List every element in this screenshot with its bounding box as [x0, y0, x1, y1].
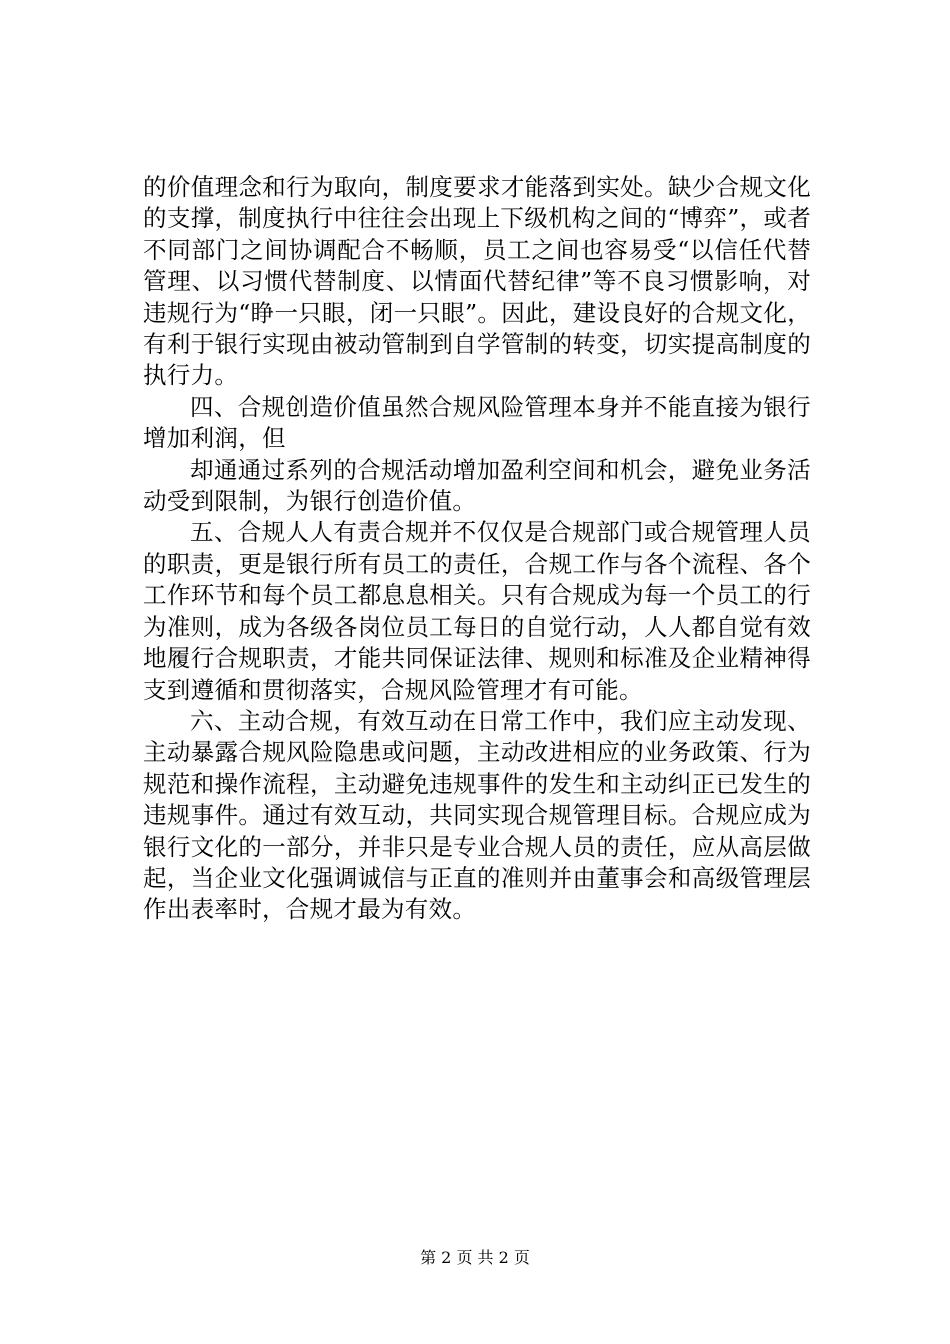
- paragraph-continuation: 的价值理念和行为取向，制度要求才能落到实处。缺少合规文化的支撑，制度执行中往往会出现上下级机构之间的“博弈”，或者不同部门之间协调配合不畅顺，员工之间也容易受“以信任代替管理、以习惯代替制度、以情面代替纪律”等不良习惯影响，对违规行为“睁一只眼，闭一只眼”。因此，建设良好的合规文化，有利于银行实现由被动管制到自学管制的转变，切实提高制度的执行力。: [143, 173, 811, 390]
- document-body: [143, 172, 811, 926]
- paragraph-section-four-continued: 却通通过系列的合规活动增加盈利空间和机会，避免业务活动受到限制，为银行创造价值。: [143, 455, 811, 516]
- paragraph-section-four: 四、合规创造价值虽然合规风险管理本身并不能直接为银行增加利润，但: [143, 392, 811, 453]
- paragraph-section-six: 六、主动合规，有效互动在日常工作中，我们应主动发现、主动暴露合规风险隐患或问题，主动改进相应的业务政策、行为规范和操作流程，主动避免违规事件的发生和主动纠正已发生的违规事件。通过有效互动，共同实现合规管理目标。合规应成为银行文化的一部分，并非只是专业合规人员的责任，应从高层做起，当企业文化强调诚信与正直的准则并由董事会和高级管理层作出表率时，合规才最为有效。: [143, 706, 811, 924]
- paragraph-section-five: 五、合规人人有责合规并不仅仅是合规部门或合规管理人员的职责，更是银行所有员工的责任，合规工作与各个流程、各个工作环节和每个员工都息息相关。只有合规成为每一个员工的行为准则，成为各级各岗位员工每日的自觉行动，人人都自觉有效地履行合规职责，才能共同保证法律、规则和标准及企业精神得支到遵循和贯彻落实，合规风险管理才有可能。: [143, 518, 811, 704]
- page-number-footer: 第 2 页 共 2 页: [420, 1248, 530, 1267]
